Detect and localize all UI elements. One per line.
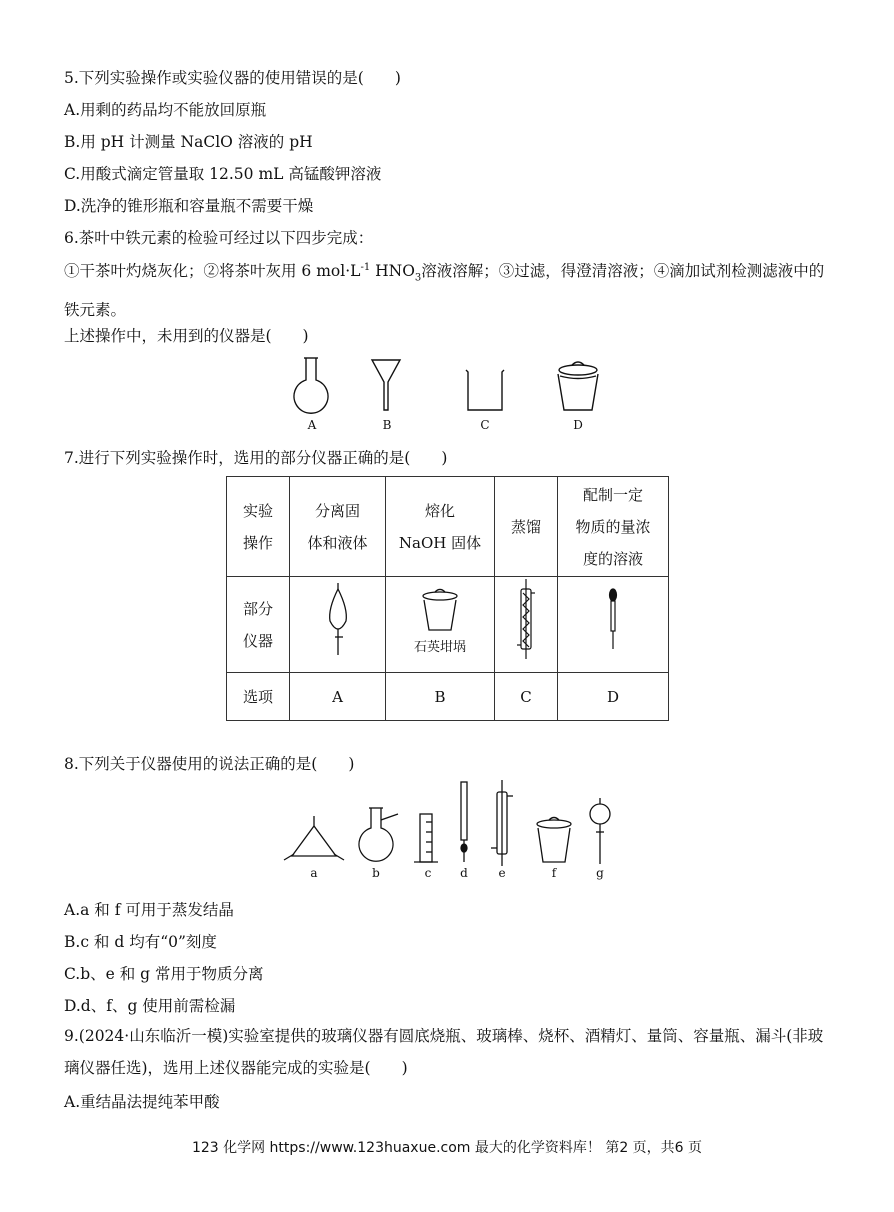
- q5-option-a: A.用剩的药品均不能放回原瓶: [64, 101, 267, 119]
- q7-cell-a-operation: 分离固 体和液体: [290, 477, 386, 577]
- q8-option-a: A.a 和 f 可用于蒸发结晶: [64, 901, 234, 919]
- q7-row2-head: 部分 仪器: [227, 577, 290, 673]
- q7-cell-d-operation: 配制一定 物质的量浓 度的溶液: [558, 477, 669, 577]
- q7-option-a: A: [290, 673, 386, 721]
- q6-question: 上述操作中，未用到的仪器是( ): [64, 327, 309, 345]
- q8-label-d: d: [460, 866, 468, 880]
- q8-label-b: b: [372, 866, 380, 880]
- q7-stem: 7.进行下列实验操作时，选用的部分仪器正确的是( ): [64, 449, 448, 467]
- condenser-e-icon: [491, 780, 513, 866]
- q8-option-d: D.d、f、g 使用前需检漏: [64, 997, 236, 1015]
- q7-table: [226, 476, 669, 721]
- q7-cell-c-operation: 蒸馏: [495, 477, 558, 577]
- q8-option-c: C.b、e 和 g 常用于物质分离: [64, 965, 264, 983]
- pear-funnel-icon: [590, 798, 610, 864]
- q8-label-c: c: [424, 866, 432, 880]
- q9-option-a: A.重结晶法提纯苯甲酸: [64, 1093, 220, 1111]
- q7-row3-head: 选项: [227, 673, 290, 721]
- q8-stem: 8.下列关于仪器使用的说法正确的是( ): [64, 755, 355, 773]
- q8-label-f: f: [551, 866, 557, 880]
- q7-option-d: D: [558, 673, 669, 721]
- burette-icon: [461, 782, 467, 862]
- q6-label-b: B: [382, 418, 392, 432]
- separatory-funnel-icon: [318, 579, 358, 659]
- q7-row-options: [227, 673, 669, 721]
- condenser-icon: [516, 577, 536, 661]
- q9-stem: 9.(2024·山东临沂一模)实验室提供的玻璃仪器有圆底烧瓶、玻璃棒、烧杯、酒精灯、量筒、容量瓶、漏斗(非玻璃仪器任选)，选用上述仪器能完成的实验是( ): [64, 1027, 824, 1077]
- q8-label-e: e: [498, 866, 506, 880]
- quartz-crucible-icon: [418, 586, 462, 632]
- q7-row1-head: 实验 操作: [227, 477, 290, 577]
- q7-option-b: B: [386, 673, 495, 721]
- q7-cell-b-operation: 熔化 NaOH 固体: [386, 477, 495, 577]
- q6-steps: ①干茶叶灼烧灰化；②将茶叶灰用 6 $mol\cdot L^{-1}$ $HNO_3$溶液溶解；③过滤，得澄清溶液；④滴加试剂检测滤液中的铁元素。: [64, 262, 825, 320]
- q6-label-d: D: [573, 418, 583, 432]
- q7-cell-b-apparatus: [386, 577, 495, 673]
- q5-option-b: B.用 pH 计测量 NaClO 溶液的 pH: [64, 133, 313, 151]
- q8-apparatus-figure: [280, 778, 620, 868]
- q5-option-d: D.洗净的锥形瓶和容量瓶不需要干燥: [64, 197, 314, 215]
- funnel-icon: [372, 360, 400, 410]
- distillation-flask-icon: [359, 808, 398, 861]
- crucible-caption: 石英坩埚: [413, 639, 466, 655]
- crucible-f-icon: [537, 818, 571, 863]
- q7-row-operation: [227, 477, 669, 577]
- beaker-icon: [466, 370, 504, 410]
- q8-label-a: a: [310, 866, 318, 880]
- q7-cell-d-apparatus: [558, 577, 669, 673]
- q7-cell-a-apparatus: [290, 577, 386, 673]
- crucible-icon: [558, 362, 598, 410]
- q7-row-apparatus: [227, 577, 669, 673]
- q7-cell-c-apparatus: [495, 577, 558, 673]
- clay-triangle-icon: [284, 816, 344, 860]
- page-footer: 123 化学网 https://www.123huaxue.com 最大的化学资料库！ 第2 页，共6 页: [191, 1140, 703, 1156]
- q5-stem: 5.下列实验操作或实验仪器的使用错误的是( ): [64, 69, 401, 87]
- q6-label-a: A: [307, 418, 317, 432]
- graduated-cylinder-icon: [414, 814, 438, 862]
- round-bottom-flask-icon: [294, 358, 328, 413]
- q7-option-c: C: [495, 673, 558, 721]
- q6-label-c: C: [480, 418, 490, 432]
- q6-stem: 6.茶叶中铁元素的检验可经过以下四步完成：: [64, 229, 374, 247]
- q5-option-c: C.用酸式滴定管量取 12.50 mL 高锰酸钾溶液: [64, 165, 382, 183]
- q8-option-b: B.c 和 d 均有“0”刻度: [64, 933, 217, 951]
- q8-label-g: g: [596, 866, 604, 880]
- dropper-icon: [603, 587, 623, 651]
